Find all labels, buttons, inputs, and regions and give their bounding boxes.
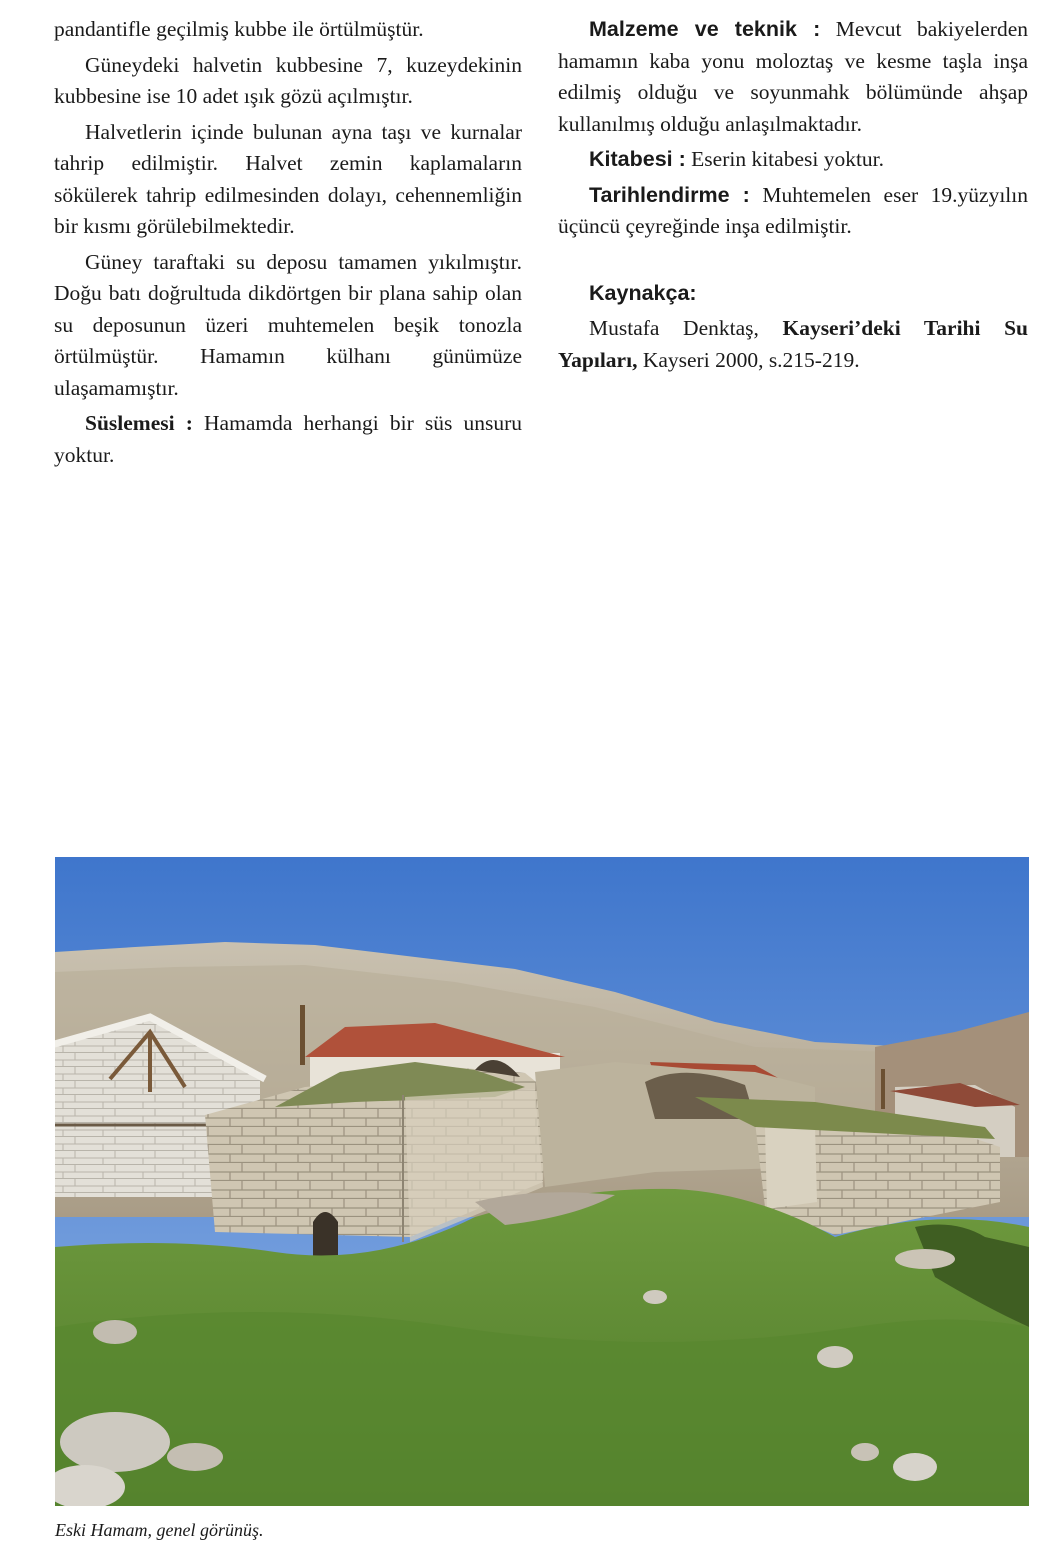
kitabesi-paragraph	[558, 144, 1028, 176]
reference-title: Kayseri’deki Tarihi Su Yapıları,	[558, 316, 1028, 372]
suslemesi-text: Hamamda herhangi bir süs unsuru yoktur.	[54, 411, 523, 467]
tarihlendirme-paragraph	[558, 180, 1028, 243]
left-column	[54, 14, 522, 475]
suslemesi-label: Süslemesi :	[85, 411, 193, 435]
malzeme-paragraph	[558, 14, 1028, 140]
tarihlendirme-label: Tarihlendirme :	[589, 182, 750, 207]
paragraph: pandantifle geçilmiş kubbe ile örtülmüştür.	[54, 17, 424, 41]
kitabesi-text: Eserin kitabesi yoktur.	[685, 147, 885, 171]
suslemesi-paragraph	[54, 408, 522, 471]
figure-caption: Eski Hamam, genel görünüş.	[55, 1520, 264, 1540]
malzeme-text: Mevcut bakiyelerden hamamın kaba yonu moloztaş ve kesme taşla inşa edilmiş olduğu ve soyunmahk bölümünde ahşap kullanılmış olduğu anlaşılmaktadır.	[558, 17, 1028, 136]
reference	[558, 313, 1028, 376]
kitabesi-label: Kitabesi :	[589, 147, 686, 171]
tarihlendirme-text: Muhtemelen eser 19.yüzyılın üçüncü çeyreğinde inşa edilmiştir.	[558, 182, 1028, 238]
malzeme-label: Malzeme ve teknik :	[589, 17, 821, 41]
reference-rest: Kayseri 2000, s.215-219.	[637, 347, 860, 372]
reference-author: Mustafa Denktaş,	[589, 316, 783, 340]
kaynakca-heading: Kaynakça:	[589, 280, 697, 305]
bathhouse-photo	[55, 857, 1029, 1506]
right-column	[558, 14, 1028, 380]
paragraph: Güney taraftaki su deposu tamamen yıkılmıştır. Doğu batı doğrultuda dikdörtgen bir plana sahip olan su deposunun üzeri muhtemelen beşik tonozla örtülmüştür. Hamamın külhanı günümüze ulaşamamıştır.	[54, 249, 522, 400]
paragraph: Güneydeki halvetin kubbesine 7, kuzeydekinin kubbesine ise 10 adet ışık gözü açılmıştır.	[54, 52, 522, 108]
paragraph: Halvetlerin içinde bulunan ayna taşı ve kurnalar tahrip edilmiştir. Halvet zemin kaplamaların sökülerek tahrip edilmesinden dolayı, cehennemliğin bir kısmı görülebilmektedir.	[54, 119, 522, 238]
